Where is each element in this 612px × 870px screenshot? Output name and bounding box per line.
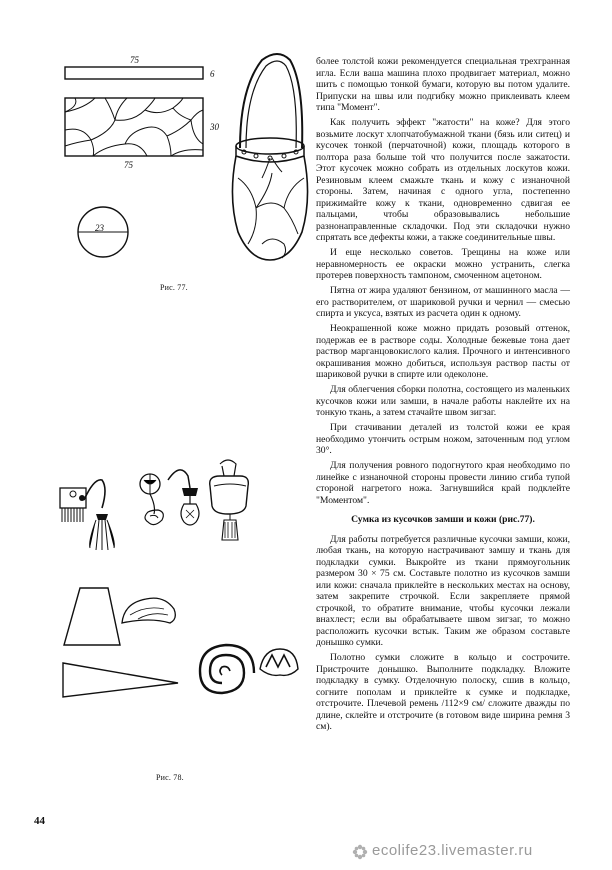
paragraph: Пятна от жира удаляют бензином, от машинного масла — его растворителем, от шариковой ручки и чернил — смесью спирта и уксуса, взятых из расчета один к одному.	[316, 285, 570, 319]
paragraph: Для получения ровного подогнутого края необходимо по линейке с изнаночной стороны провести линию сгиба тупой стороной нагретого ножа. Загнувшийся край подклейте "Моментом".	[316, 460, 570, 506]
paragraph: Неокрашенной коже можно придать розовый оттенок, подержав ее в растворе соды. Холодные бежевые тона дает раствор марганцовокислого калия. Прочного и интенсивного окрашивания можно добиться, используя раствор пасты от шариковой ручки в спирте или одеколоне.	[316, 323, 570, 380]
page-number: 44	[34, 815, 45, 827]
fig77-pattern	[55, 50, 225, 260]
spiral-shape	[200, 645, 254, 693]
dim-body-height: 30	[210, 122, 219, 132]
fig78-caption: Рис. 78.	[156, 773, 184, 782]
strap-pattern-piece	[65, 67, 203, 79]
watermark-text: ecolife23.livemaster.ru	[372, 842, 533, 859]
section-heading: Сумка из кусочков замши и кожи (рис.77).	[351, 514, 535, 525]
paragraph: Для работы потребуется различные кусочки замши, кожи, любая ткань, на которую настрачивают замшу и ткань для подкладки сумки. Выкройте из ткани прямоугольник размером 30 × 75 см. Составьте полотно из кусочков замши или кожи: сначала приклейте в нескольких местах на основу, затем закрепите строчкой. Если закрепляете прямой строчкой, то обратите внимание, чтобы кусочки лежали внахлест; если вы обрабатываете швом зигзаг, то можно расположить кусочки встык. Таким же образом составьте донышко сумки.	[316, 533, 570, 648]
tassel-detail-drawings	[58, 458, 273, 553]
fig77-caption: Рис. 77.	[160, 283, 188, 292]
dim-strap-length: 75	[130, 55, 139, 65]
fig78-shapes	[60, 583, 300, 718]
article-text	[316, 56, 570, 736]
paragraph: И еще несколько советов. Трещины на коже или неравномерность ее окраски можно устранить, слегка протерев поверхность тампоном, смоченном ацетоном.	[316, 247, 570, 281]
dim-body-length: 75	[124, 160, 133, 170]
paragraph: Для облегчения сборки полотна, состоящего из маленьких кусочков кожи или замши, в начале работы наклейте их на тонкую ткань, а затем стачайте швом зигзаг.	[316, 384, 570, 418]
finished-bag-drawing	[222, 48, 314, 278]
paragraph: Полотно сумки сложите в кольцо и сострочите. Пристрочите донышко. Выполните подкладку. Вложите подкладку в сумку. Отделочную полоску, сшив в кольцо, согните пополам и приклейте к сумке и подкладке, отстрочите. Плечевой ремень /112×9 см/ сложите дважды по длине, склейте и отстрочите (в готовом виде ширина ремня 3 см).	[316, 652, 570, 732]
flower-watermark-icon	[352, 844, 368, 860]
paragraph: Как получить эффект "жатости" на коже? Для этого возьмите лоскут хлопчатобумажной ткани (бязь или ситец) и кусочек тонкой (перчаточной) кожи, площадь которого в полтора раза больше той что получится после зажатости. Этот кусочек можно собрать из отдельных лоскутов кожи. Резиновым клеем смажьте ткань и кожу с изнаночной стороны. Затем, начиная с одного угла, постепенно прижимайте кожу к ткани, одновременно сдвигая ее пальцами, чтобы образовывались небольшие разнонаправленные складочки. Под эти складочки нужно спрятать все дефекты кожи, а также соединительные швы.	[316, 117, 570, 243]
paragraph: При стачивании деталей из толстой кожи ее края необходимо утончить острым ножом, заточенным под углом 30°.	[316, 422, 570, 456]
paragraph: более толстой кожи рекомендуется специальная трехгранная игла. Если ваша машина плохо продвигает материал, можно шить с помощью тонкой бумаги, которую вы потом удалите. Припуски на швы или подгибку можно приклеивать клеем типа "Момент".	[316, 56, 570, 113]
dim-strap-width: 6	[210, 69, 215, 79]
body-pattern-piece	[65, 98, 203, 156]
dim-circle-diameter: 23	[95, 223, 104, 233]
